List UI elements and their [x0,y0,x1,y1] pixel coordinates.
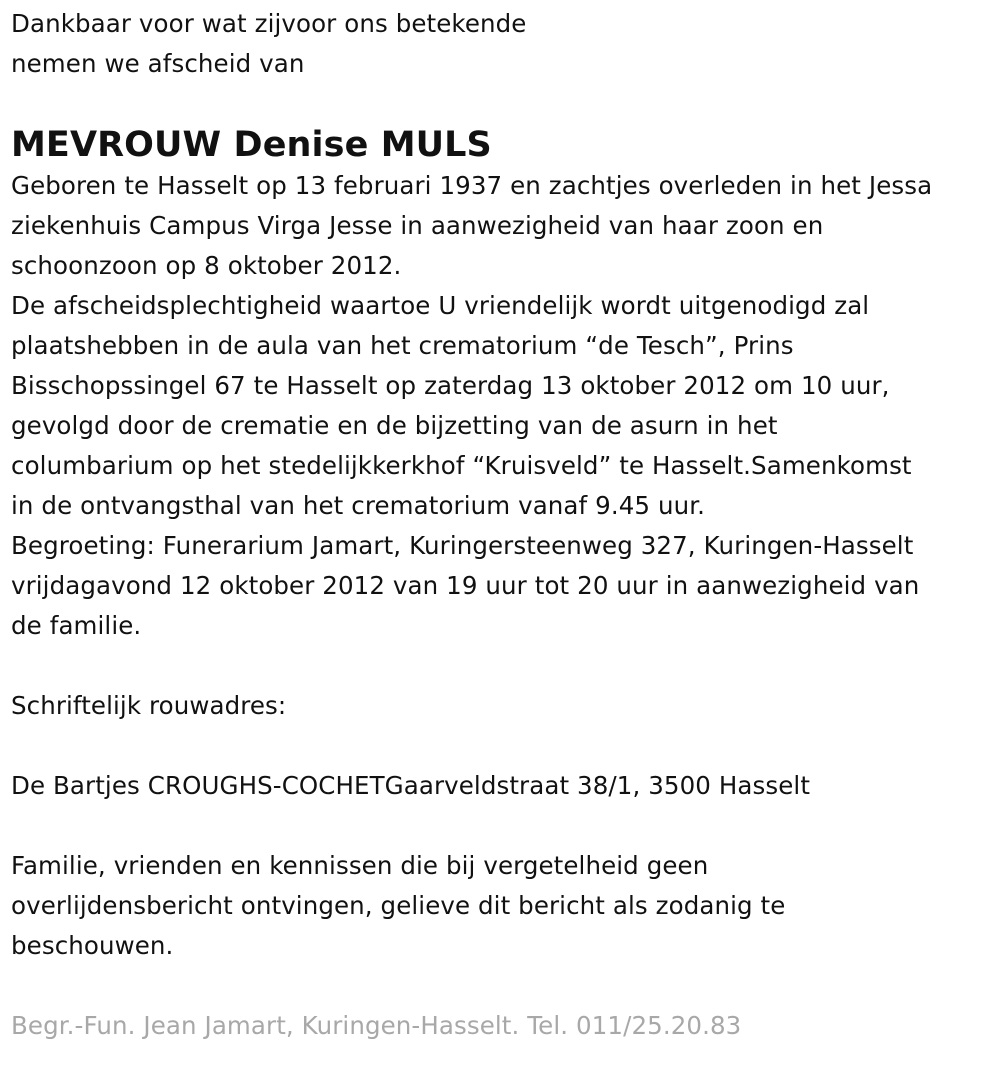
mourning-address [11,766,996,806]
deceased-name: MEVROUW Denise MULS [11,125,492,165]
funeral-home-footer [11,1006,996,1046]
intro-line: nemen we afscheid van [11,49,305,78]
text-line: schoonzoon op 8 oktober 2012. [11,251,402,280]
death-notice [11,4,996,1046]
address-label [11,686,996,726]
birth-death-paragraph [11,166,996,286]
text-line: De afscheidsplechtigheid waartoe U vriendelijk wordt uitgenodigd zal [11,291,870,320]
spacer [11,646,996,686]
text-line: Familie, vrienden en kennissen die bij vergetelheid geen [11,851,709,880]
text-line: ziekenhuis Campus Virga Jesse in aanwezigheid van haar zoon en [11,211,824,240]
text-line: vrijdagavond 12 oktober 2012 van 19 uur tot 20 uur in aanwezigheid van [11,571,920,600]
footer-text: Begr.-Fun. Jean Jamart, Kuringen-Hasselt. Tel. 011/25.20.83 [11,1011,742,1040]
text-line: gevolgd door de crematie en de bijzetting van de asurn in het [11,411,778,440]
greeting-paragraph [11,526,996,646]
spacer [11,806,996,846]
ceremony-paragraph [11,286,996,526]
text-line: overlijdensbericht ontvingen, gelieve dit bericht als zodanig te [11,891,786,920]
spacer [11,726,996,766]
text-line: beschouwen. [11,931,174,960]
text-line: Begroeting: Funerarium Jamart, Kuringersteenweg 327, Kuringen-Hasselt [11,531,914,560]
text-line: de familie. [11,611,142,640]
text-line: in de ontvangsthal van het crematorium vanaf 9.45 uur. [11,491,706,520]
intro-line: Dankbaar voor wat zijvoor ons betekende [11,9,527,38]
text-line: columbarium op het stedelijkkerkhof “Kruisveld” te Hasselt.Samenkomst [11,451,912,480]
text-line: Schriftelijk rouwadres: [11,691,287,720]
text-line: Bisschopssingel 67 te Hasselt op zaterdag 13 oktober 2012 om 10 uur, [11,371,890,400]
text-line: plaatshebben in de aula van het crematorium “de Tesch”, Prins [11,331,794,360]
text-line: De Bartjes CROUGHS-COCHETGaarveldstraat 38/1, 3500 Hasselt [11,771,811,800]
text-line: Geboren te Hasselt op 13 februari 1937 en zachtjes overleden in het Jessa [11,171,933,200]
intro-text [11,4,996,84]
notice-paragraph [11,846,996,966]
